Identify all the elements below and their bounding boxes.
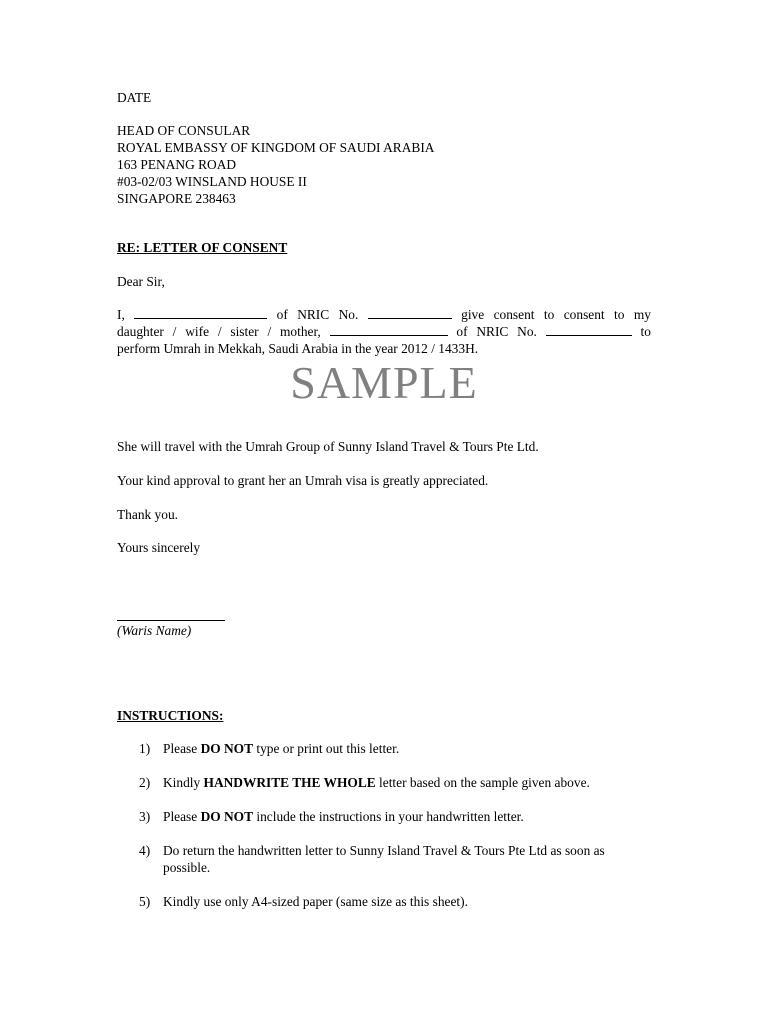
instruction-text xyxy=(163,842,633,876)
name-blank xyxy=(134,306,267,319)
word: wife xyxy=(185,324,210,339)
nric-blank xyxy=(368,306,452,319)
word: of xyxy=(456,324,468,339)
instruction-emphasis: HANDWRITE THE WHOLE xyxy=(203,775,376,790)
instruction-text-part: Do return the handwritten letter to Sunny Island Travel & Tours Pte Ltd as soon as possible. xyxy=(163,843,605,875)
paragraph-line xyxy=(117,323,651,340)
address-line: SINGAPORE 238463 xyxy=(117,191,236,206)
paragraph-line: perform Umrah in Mekkah, Saudi Arabia in the year 2012 / 1433H. xyxy=(117,341,479,356)
address-line: #03-02/03 WINSLAND HOUSE II xyxy=(117,174,307,189)
instruction-emphasis: DO NOT xyxy=(200,809,254,824)
word: I, xyxy=(117,307,125,322)
instruction-text-part: Please xyxy=(163,741,201,756)
instruction-item xyxy=(139,774,659,791)
instruction-number: 5) xyxy=(139,894,151,909)
word: mother, xyxy=(280,324,321,339)
instruction-number: 3) xyxy=(139,809,151,824)
word: of xyxy=(276,307,288,322)
approval-statement: Your kind approval to grant her an Umrah visa is greatly appreciated. xyxy=(117,473,489,488)
instruction-text xyxy=(163,808,633,825)
instruction-text xyxy=(163,893,633,910)
instruction-text xyxy=(163,740,633,757)
closing-line: Yours sincerely xyxy=(117,540,201,555)
instruction-text-part: include the instructions in your handwritten letter. xyxy=(253,809,524,824)
consent-paragraph xyxy=(117,306,651,357)
instruction-number: 4) xyxy=(139,843,151,858)
word: / xyxy=(267,324,272,339)
word: give xyxy=(461,307,485,322)
word: daughter xyxy=(117,324,164,339)
word: No. xyxy=(338,307,359,322)
instruction-text-part: Please xyxy=(163,809,201,824)
recipient-address xyxy=(117,122,434,207)
date-label: DATE xyxy=(117,90,152,105)
word: consent xyxy=(563,307,605,322)
instruction-text-part: Kindly xyxy=(163,775,204,790)
word: NRIC xyxy=(476,324,509,339)
address-line: HEAD OF CONSULAR xyxy=(117,123,251,138)
instruction-item xyxy=(139,808,659,825)
instruction-text-part: letter based on the sample given above. xyxy=(375,775,590,790)
instruction-emphasis: DO NOT xyxy=(200,741,254,756)
sample-watermark: SAMPLE xyxy=(290,357,478,408)
instruction-text-part: type or print out this letter. xyxy=(253,741,400,756)
instructions-heading: INSTRUCTIONS: xyxy=(117,708,224,723)
instructions-list xyxy=(139,740,659,927)
travel-statement: She will travel with the Umrah Group of Sunny Island Travel & Tours Pte Ltd. xyxy=(117,439,539,454)
thanks-line: Thank you. xyxy=(117,507,178,522)
signature-name: (Waris Name) xyxy=(117,623,192,638)
instruction-text-part: Kindly use only A4-sized paper (same size as this sheet). xyxy=(163,894,468,909)
address-line: ROYAL EMBASSY OF KINGDOM OF SAUDI ARABIA xyxy=(117,140,435,155)
word: to xyxy=(640,324,651,339)
address-line: 163 PENANG ROAD xyxy=(117,157,237,172)
word: NRIC xyxy=(297,307,330,322)
instruction-text xyxy=(163,774,633,791)
word: / xyxy=(172,324,177,339)
signature-line xyxy=(117,620,225,621)
word: sister xyxy=(230,324,259,339)
word: to xyxy=(543,307,555,322)
instruction-number: 1) xyxy=(139,741,151,756)
instruction-item xyxy=(139,740,659,757)
word: / xyxy=(217,324,222,339)
salutation: Dear Sir, xyxy=(117,274,165,289)
instruction-number: 2) xyxy=(139,775,151,790)
relative-name-blank xyxy=(330,323,448,336)
instruction-item xyxy=(139,842,659,876)
word: No. xyxy=(517,324,537,339)
word: to xyxy=(614,307,625,322)
word: my xyxy=(633,307,651,322)
subject-line: RE: LETTER OF CONSENT xyxy=(117,240,288,255)
relative-nric-blank xyxy=(546,323,632,336)
instruction-item xyxy=(139,893,659,910)
word: consent xyxy=(493,307,535,322)
paragraph-line xyxy=(117,306,651,323)
